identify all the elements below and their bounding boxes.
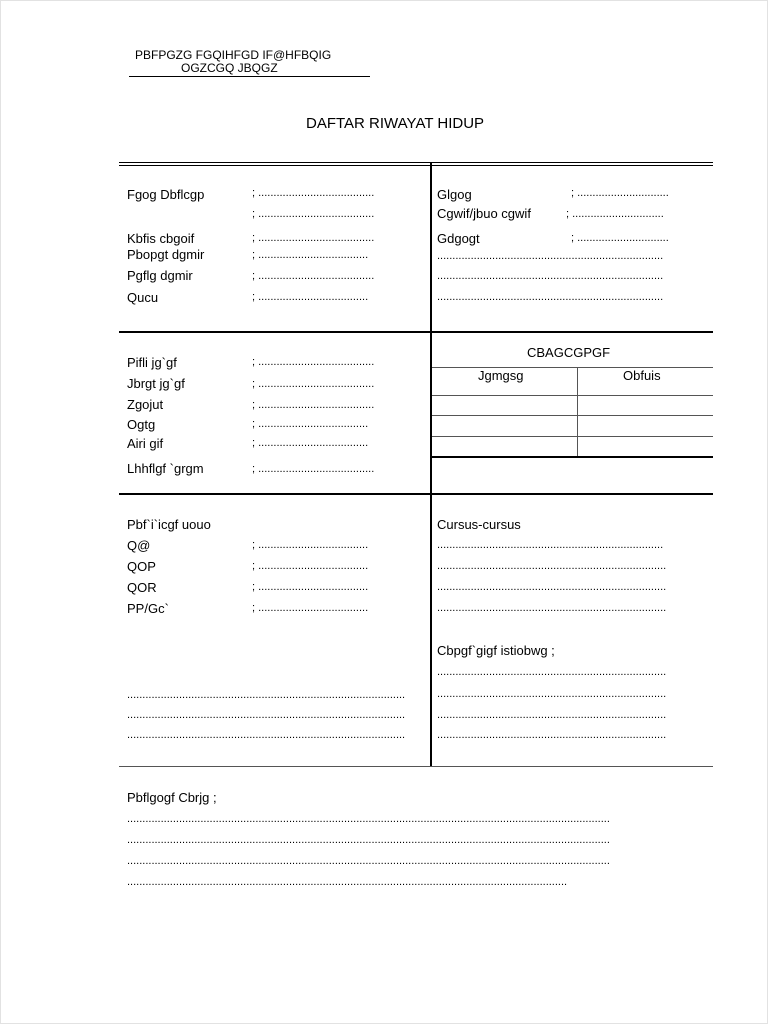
field-label-name: Fgog Dbflcgp bbox=[127, 187, 205, 202]
field-dots-address[interactable]: ; .............................. bbox=[571, 187, 669, 199]
field-dots-district[interactable]: ; .............................. bbox=[571, 232, 669, 244]
education-label-sma: QOR bbox=[127, 580, 157, 595]
field-dots-skin[interactable]: ; .................................... bbox=[252, 437, 369, 449]
field-dots-health[interactable]: ; ...................................... bbox=[252, 463, 375, 475]
section-divider-3 bbox=[119, 766, 713, 767]
field-label-skin: Airi gif bbox=[127, 436, 164, 451]
field-label-hair: Zgojut bbox=[127, 397, 164, 412]
field-dots-village[interactable]: ; .............................. bbox=[566, 208, 664, 220]
field-label-district: Gdgogt bbox=[437, 231, 480, 246]
header-line-1: PBFPGZG FGQIHFGD IF@HFBQIG bbox=[135, 48, 332, 62]
table-header-language: Jgmgsg bbox=[478, 368, 524, 383]
table-rule-bottom bbox=[432, 456, 713, 458]
field-dots-name-2[interactable]: ; ...................................... bbox=[252, 208, 375, 220]
work-experience-heading: Pbflgogf Cbrjg ; bbox=[127, 790, 217, 805]
table-column-divider bbox=[577, 367, 578, 457]
education-extra-line-2[interactable]: ........................................................................................... bbox=[127, 709, 406, 721]
education-dots-smp[interactable]: ; .................................... bbox=[252, 560, 369, 572]
work-line-2[interactable]: .............................................................................................................................................................. bbox=[127, 834, 610, 846]
field-label-birthplace: Pbopgt dgmir bbox=[127, 247, 205, 262]
skills-line-1[interactable]: ........................................................................... bbox=[437, 666, 667, 678]
education-extra-line-3[interactable]: ........................................................................................... bbox=[127, 729, 406, 741]
courses-heading: Cursus-cursus bbox=[437, 517, 521, 532]
field-label-gender: Kbfis cbgoif bbox=[127, 231, 195, 246]
work-line-4[interactable]: ................................................................................................................................................ bbox=[127, 876, 568, 888]
skills-line-2[interactable]: ........................................................................... bbox=[437, 688, 667, 700]
field-dots-eyes[interactable]: ; .................................... bbox=[252, 418, 369, 430]
education-label-smp: QOP bbox=[127, 559, 156, 574]
field-dots-gender[interactable]: ; ...................................... bbox=[252, 232, 375, 244]
education-dots-sd[interactable]: ; .................................... bbox=[252, 539, 369, 551]
education-dots-sma[interactable]: ; .................................... bbox=[252, 581, 369, 593]
field-dots-height[interactable]: ; ...................................... bbox=[252, 356, 375, 368]
work-line-1[interactable]: .............................................................................................................................................................. bbox=[127, 813, 610, 825]
document-title: DAFTAR RIWAYAT HIDUP bbox=[306, 115, 485, 132]
address-line-2[interactable]: .......................................................................... bbox=[437, 270, 664, 282]
education-label-sd: Q@ bbox=[127, 538, 151, 553]
vertical-divider bbox=[430, 162, 432, 767]
section-divider-2 bbox=[119, 493, 713, 495]
education-dots-pt[interactable]: ; .................................... bbox=[252, 602, 369, 614]
skills-line-3[interactable]: ........................................................................... bbox=[437, 709, 667, 721]
header-line-2: OGZCGQ JBQGZ bbox=[181, 61, 278, 75]
field-dots-weight[interactable]: ; ...................................... bbox=[252, 378, 375, 390]
skills-heading: Cbpgf`gigf istiobwg ; bbox=[437, 643, 555, 658]
section-divider-1 bbox=[119, 331, 713, 333]
courses-line-2[interactable]: ........................................................................... bbox=[437, 560, 667, 572]
field-label-village: Cgwif/jbuo cgwif bbox=[437, 206, 531, 221]
field-dots-name[interactable]: ; ...................................... bbox=[252, 187, 375, 199]
field-dots-religion[interactable]: ; .................................... bbox=[252, 291, 369, 303]
skills-line-4[interactable]: ........................................................................... bbox=[437, 729, 667, 741]
table-rule-row-1 bbox=[432, 395, 713, 396]
courses-line-4[interactable]: ........................................................................... bbox=[437, 602, 667, 614]
top-rule-1 bbox=[119, 162, 713, 163]
table-rule-row-2 bbox=[432, 415, 713, 416]
address-line-3[interactable]: .......................................................................... bbox=[437, 291, 664, 303]
field-dots-birthdate[interactable]: ; ...................................... bbox=[252, 270, 375, 282]
field-label-height: Pifli jg`gf bbox=[127, 355, 177, 370]
table-rule-row-3 bbox=[432, 436, 713, 437]
header-underline bbox=[129, 76, 370, 77]
field-label-weight: Jbrgt jg`gf bbox=[127, 376, 185, 391]
field-dots-birthplace[interactable]: ; .................................... bbox=[252, 249, 369, 261]
courses-line-1[interactable]: .......................................................................... bbox=[437, 539, 664, 551]
field-label-address: Glgog bbox=[437, 187, 472, 202]
field-label-eyes: Ogtg bbox=[127, 417, 156, 432]
language-table-title: CBAGCGPGF bbox=[527, 345, 611, 360]
education-heading: Pbf`i`icgf uouo bbox=[127, 517, 211, 532]
field-label-birthdate: Pgflg dgmir bbox=[127, 268, 193, 283]
field-dots-hair[interactable]: ; ...................................... bbox=[252, 399, 375, 411]
education-label-pt: PP/Gc` bbox=[127, 601, 169, 616]
work-line-3[interactable]: .............................................................................................................................................................. bbox=[127, 855, 610, 867]
address-line-1[interactable]: .......................................................................... bbox=[437, 250, 664, 262]
education-extra-line-1[interactable]: ........................................................................................... bbox=[127, 689, 406, 701]
field-label-religion: Qucu bbox=[127, 290, 159, 305]
courses-line-3[interactable]: ........................................................................... bbox=[437, 581, 667, 593]
table-header-proficiency: Obfuis bbox=[623, 368, 661, 383]
top-rule-2 bbox=[119, 165, 713, 166]
table-rule-header-top bbox=[432, 367, 713, 368]
field-label-health: Lhhflgf `grgm bbox=[127, 461, 204, 476]
